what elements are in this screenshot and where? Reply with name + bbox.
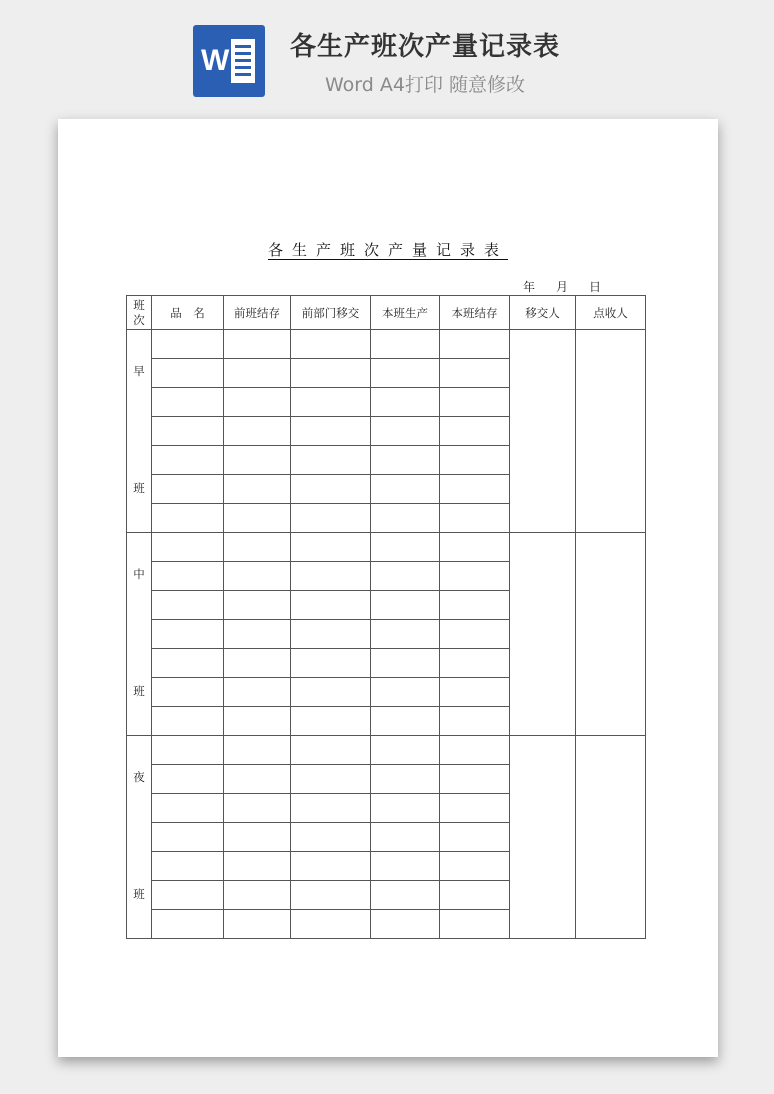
current-stock-cell[interactable] xyxy=(440,446,510,475)
prev-stock-cell[interactable] xyxy=(224,475,291,504)
header-current-stock: 本班结存 xyxy=(440,296,510,330)
product-name-cell[interactable] xyxy=(152,388,224,417)
prev-dept-transfer-cell[interactable] xyxy=(291,533,371,562)
receiver-person-cell[interactable] xyxy=(576,736,646,939)
current-production-cell[interactable] xyxy=(371,765,440,794)
current-production-cell[interactable] xyxy=(371,591,440,620)
current-production-cell[interactable] xyxy=(371,794,440,823)
product-name-cell[interactable] xyxy=(152,765,224,794)
prev-stock-cell[interactable] xyxy=(224,330,291,359)
word-app-icon xyxy=(193,25,265,97)
prev-dept-transfer-cell[interactable] xyxy=(291,417,371,446)
current-stock-cell[interactable] xyxy=(440,910,510,939)
current-stock-cell[interactable] xyxy=(440,533,510,562)
current-production-cell[interactable] xyxy=(371,417,440,446)
handover-person-cell[interactable] xyxy=(510,736,576,939)
shift-label-cell xyxy=(127,533,152,736)
prev-stock-cell[interactable] xyxy=(224,707,291,736)
current-stock-cell[interactable] xyxy=(440,736,510,765)
header-handover-person: 移交人 xyxy=(510,296,576,330)
shift-label-cell xyxy=(127,736,152,939)
current-production-cell[interactable] xyxy=(371,707,440,736)
current-stock-cell[interactable] xyxy=(440,794,510,823)
current-stock-cell[interactable] xyxy=(440,765,510,794)
prev-stock-cell[interactable] xyxy=(224,910,291,939)
product-name-cell[interactable] xyxy=(152,823,224,852)
shift-label-char: 中 xyxy=(133,567,145,581)
product-name-cell[interactable] xyxy=(152,620,224,649)
product-name-cell[interactable] xyxy=(152,562,224,591)
product-name-cell[interactable] xyxy=(152,359,224,388)
current-stock-cell[interactable] xyxy=(440,649,510,678)
prev-stock-cell[interactable] xyxy=(224,678,291,707)
product-name-cell[interactable] xyxy=(152,446,224,475)
prev-dept-transfer-cell[interactable] xyxy=(291,475,371,504)
header-current-production: 本班生产 xyxy=(371,296,440,330)
product-name-cell[interactable] xyxy=(152,504,224,533)
current-stock-cell[interactable] xyxy=(440,707,510,736)
current-stock-cell[interactable] xyxy=(440,359,510,388)
header-prev-stock: 前班结存 xyxy=(224,296,291,330)
prev-dept-transfer-cell[interactable] xyxy=(291,359,371,388)
prev-stock-cell[interactable] xyxy=(224,736,291,765)
document-lines-icon xyxy=(231,39,255,83)
prev-stock-cell[interactable] xyxy=(224,388,291,417)
current-production-cell[interactable] xyxy=(371,852,440,881)
current-stock-cell[interactable] xyxy=(440,852,510,881)
prev-dept-transfer-cell[interactable] xyxy=(291,910,371,939)
current-production-cell[interactable] xyxy=(371,881,440,910)
header-shift: 班 次 xyxy=(127,296,152,330)
product-name-cell[interactable] xyxy=(152,707,224,736)
header-prev-dept-transfer: 前部门移交 xyxy=(291,296,371,330)
document-page xyxy=(58,119,718,1057)
product-name-cell[interactable] xyxy=(152,736,224,765)
prev-stock-cell[interactable] xyxy=(224,620,291,649)
date-month: 月 xyxy=(556,280,569,294)
current-production-cell[interactable] xyxy=(371,359,440,388)
prev-dept-transfer-cell[interactable] xyxy=(291,881,371,910)
handover-person-cell[interactable] xyxy=(510,533,576,736)
shift-label-char: 夜 xyxy=(133,770,145,784)
prev-dept-transfer-cell[interactable] xyxy=(291,388,371,417)
current-production-cell[interactable] xyxy=(371,533,440,562)
current-stock-cell[interactable] xyxy=(440,620,510,649)
current-production-cell[interactable] xyxy=(371,736,440,765)
production-record-table xyxy=(126,295,646,939)
table-row xyxy=(127,736,646,765)
prev-dept-transfer-cell[interactable] xyxy=(291,446,371,475)
prev-stock-cell[interactable] xyxy=(224,794,291,823)
prev-stock-cell[interactable] xyxy=(224,649,291,678)
product-name-cell[interactable] xyxy=(152,852,224,881)
prev-dept-transfer-cell[interactable] xyxy=(291,736,371,765)
prev-stock-cell[interactable] xyxy=(224,881,291,910)
prev-dept-transfer-cell[interactable] xyxy=(291,678,371,707)
current-production-cell[interactable] xyxy=(371,475,440,504)
prev-dept-transfer-cell[interactable] xyxy=(291,330,371,359)
header-subtitle: Word A4打印 随意修改 xyxy=(325,74,526,96)
date-year: 年 xyxy=(523,280,536,294)
shift-label-char: 早 xyxy=(133,364,145,378)
current-production-cell[interactable] xyxy=(371,823,440,852)
receiver-person-cell[interactable] xyxy=(576,533,646,736)
product-name-cell[interactable] xyxy=(152,678,224,707)
current-production-cell[interactable] xyxy=(371,910,440,939)
prev-stock-cell[interactable] xyxy=(224,533,291,562)
prev-dept-transfer-cell[interactable] xyxy=(291,562,371,591)
shift-label-cell xyxy=(127,330,152,533)
current-production-cell[interactable] xyxy=(371,330,440,359)
current-stock-cell[interactable] xyxy=(440,330,510,359)
current-production-cell[interactable] xyxy=(371,678,440,707)
date-day: 日 xyxy=(589,280,602,294)
product-name-cell[interactable] xyxy=(152,881,224,910)
table-row xyxy=(127,330,646,359)
prev-stock-cell[interactable] xyxy=(224,562,291,591)
prev-stock-cell[interactable] xyxy=(224,765,291,794)
prev-stock-cell[interactable] xyxy=(224,504,291,533)
product-name-cell[interactable] xyxy=(152,330,224,359)
product-name-cell[interactable] xyxy=(152,910,224,939)
product-name-cell[interactable] xyxy=(152,649,224,678)
prev-dept-transfer-cell[interactable] xyxy=(291,707,371,736)
shift-label-char: 班 xyxy=(133,684,145,698)
current-stock-cell[interactable] xyxy=(440,562,510,591)
prev-stock-cell[interactable] xyxy=(224,823,291,852)
prev-dept-transfer-cell[interactable] xyxy=(291,649,371,678)
prev-dept-transfer-cell[interactable] xyxy=(291,620,371,649)
current-production-cell[interactable] xyxy=(371,649,440,678)
shift-label-char: 班 xyxy=(133,887,145,901)
product-name-cell[interactable] xyxy=(152,794,224,823)
product-name-cell[interactable] xyxy=(152,417,224,446)
prev-stock-cell[interactable] xyxy=(224,446,291,475)
prev-dept-transfer-cell[interactable] xyxy=(291,504,371,533)
current-production-cell[interactable] xyxy=(371,562,440,591)
header-receiver-person: 点收人 xyxy=(576,296,646,330)
current-stock-cell[interactable] xyxy=(440,388,510,417)
current-production-cell[interactable] xyxy=(371,504,440,533)
current-stock-cell[interactable] xyxy=(440,504,510,533)
handover-person-cell[interactable] xyxy=(510,330,576,533)
header-product-name: 品 名 xyxy=(152,296,224,330)
shift-label-char: 班 xyxy=(133,481,145,495)
table-row xyxy=(127,533,646,562)
product-name-cell[interactable] xyxy=(152,591,224,620)
prev-dept-transfer-cell[interactable] xyxy=(291,794,371,823)
prev-dept-transfer-cell[interactable] xyxy=(291,765,371,794)
receiver-person-cell[interactable] xyxy=(576,330,646,533)
current-stock-cell[interactable] xyxy=(440,881,510,910)
current-production-cell[interactable] xyxy=(371,388,440,417)
word-logo-letter: W xyxy=(201,44,230,77)
current-stock-cell[interactable] xyxy=(440,475,510,504)
current-stock-cell[interactable] xyxy=(440,591,510,620)
header-title: 各生产班次产量记录表 xyxy=(290,32,561,62)
prev-stock-cell[interactable] xyxy=(224,417,291,446)
product-name-cell[interactable] xyxy=(152,475,224,504)
prev-dept-transfer-cell[interactable] xyxy=(291,852,371,881)
prev-dept-transfer-cell[interactable] xyxy=(291,823,371,852)
table-header-row xyxy=(127,296,646,330)
document-title: 各生产班次产量记录表 xyxy=(267,241,508,259)
product-name-cell[interactable] xyxy=(152,533,224,562)
current-stock-cell[interactable] xyxy=(440,678,510,707)
prev-stock-cell[interactable] xyxy=(224,591,291,620)
prev-stock-cell[interactable] xyxy=(224,359,291,388)
current-production-cell[interactable] xyxy=(371,620,440,649)
current-stock-cell[interactable] xyxy=(440,417,510,446)
date-line xyxy=(523,278,622,295)
prev-dept-transfer-cell[interactable] xyxy=(291,591,371,620)
current-production-cell[interactable] xyxy=(371,446,440,475)
prev-stock-cell[interactable] xyxy=(224,852,291,881)
current-stock-cell[interactable] xyxy=(440,823,510,852)
